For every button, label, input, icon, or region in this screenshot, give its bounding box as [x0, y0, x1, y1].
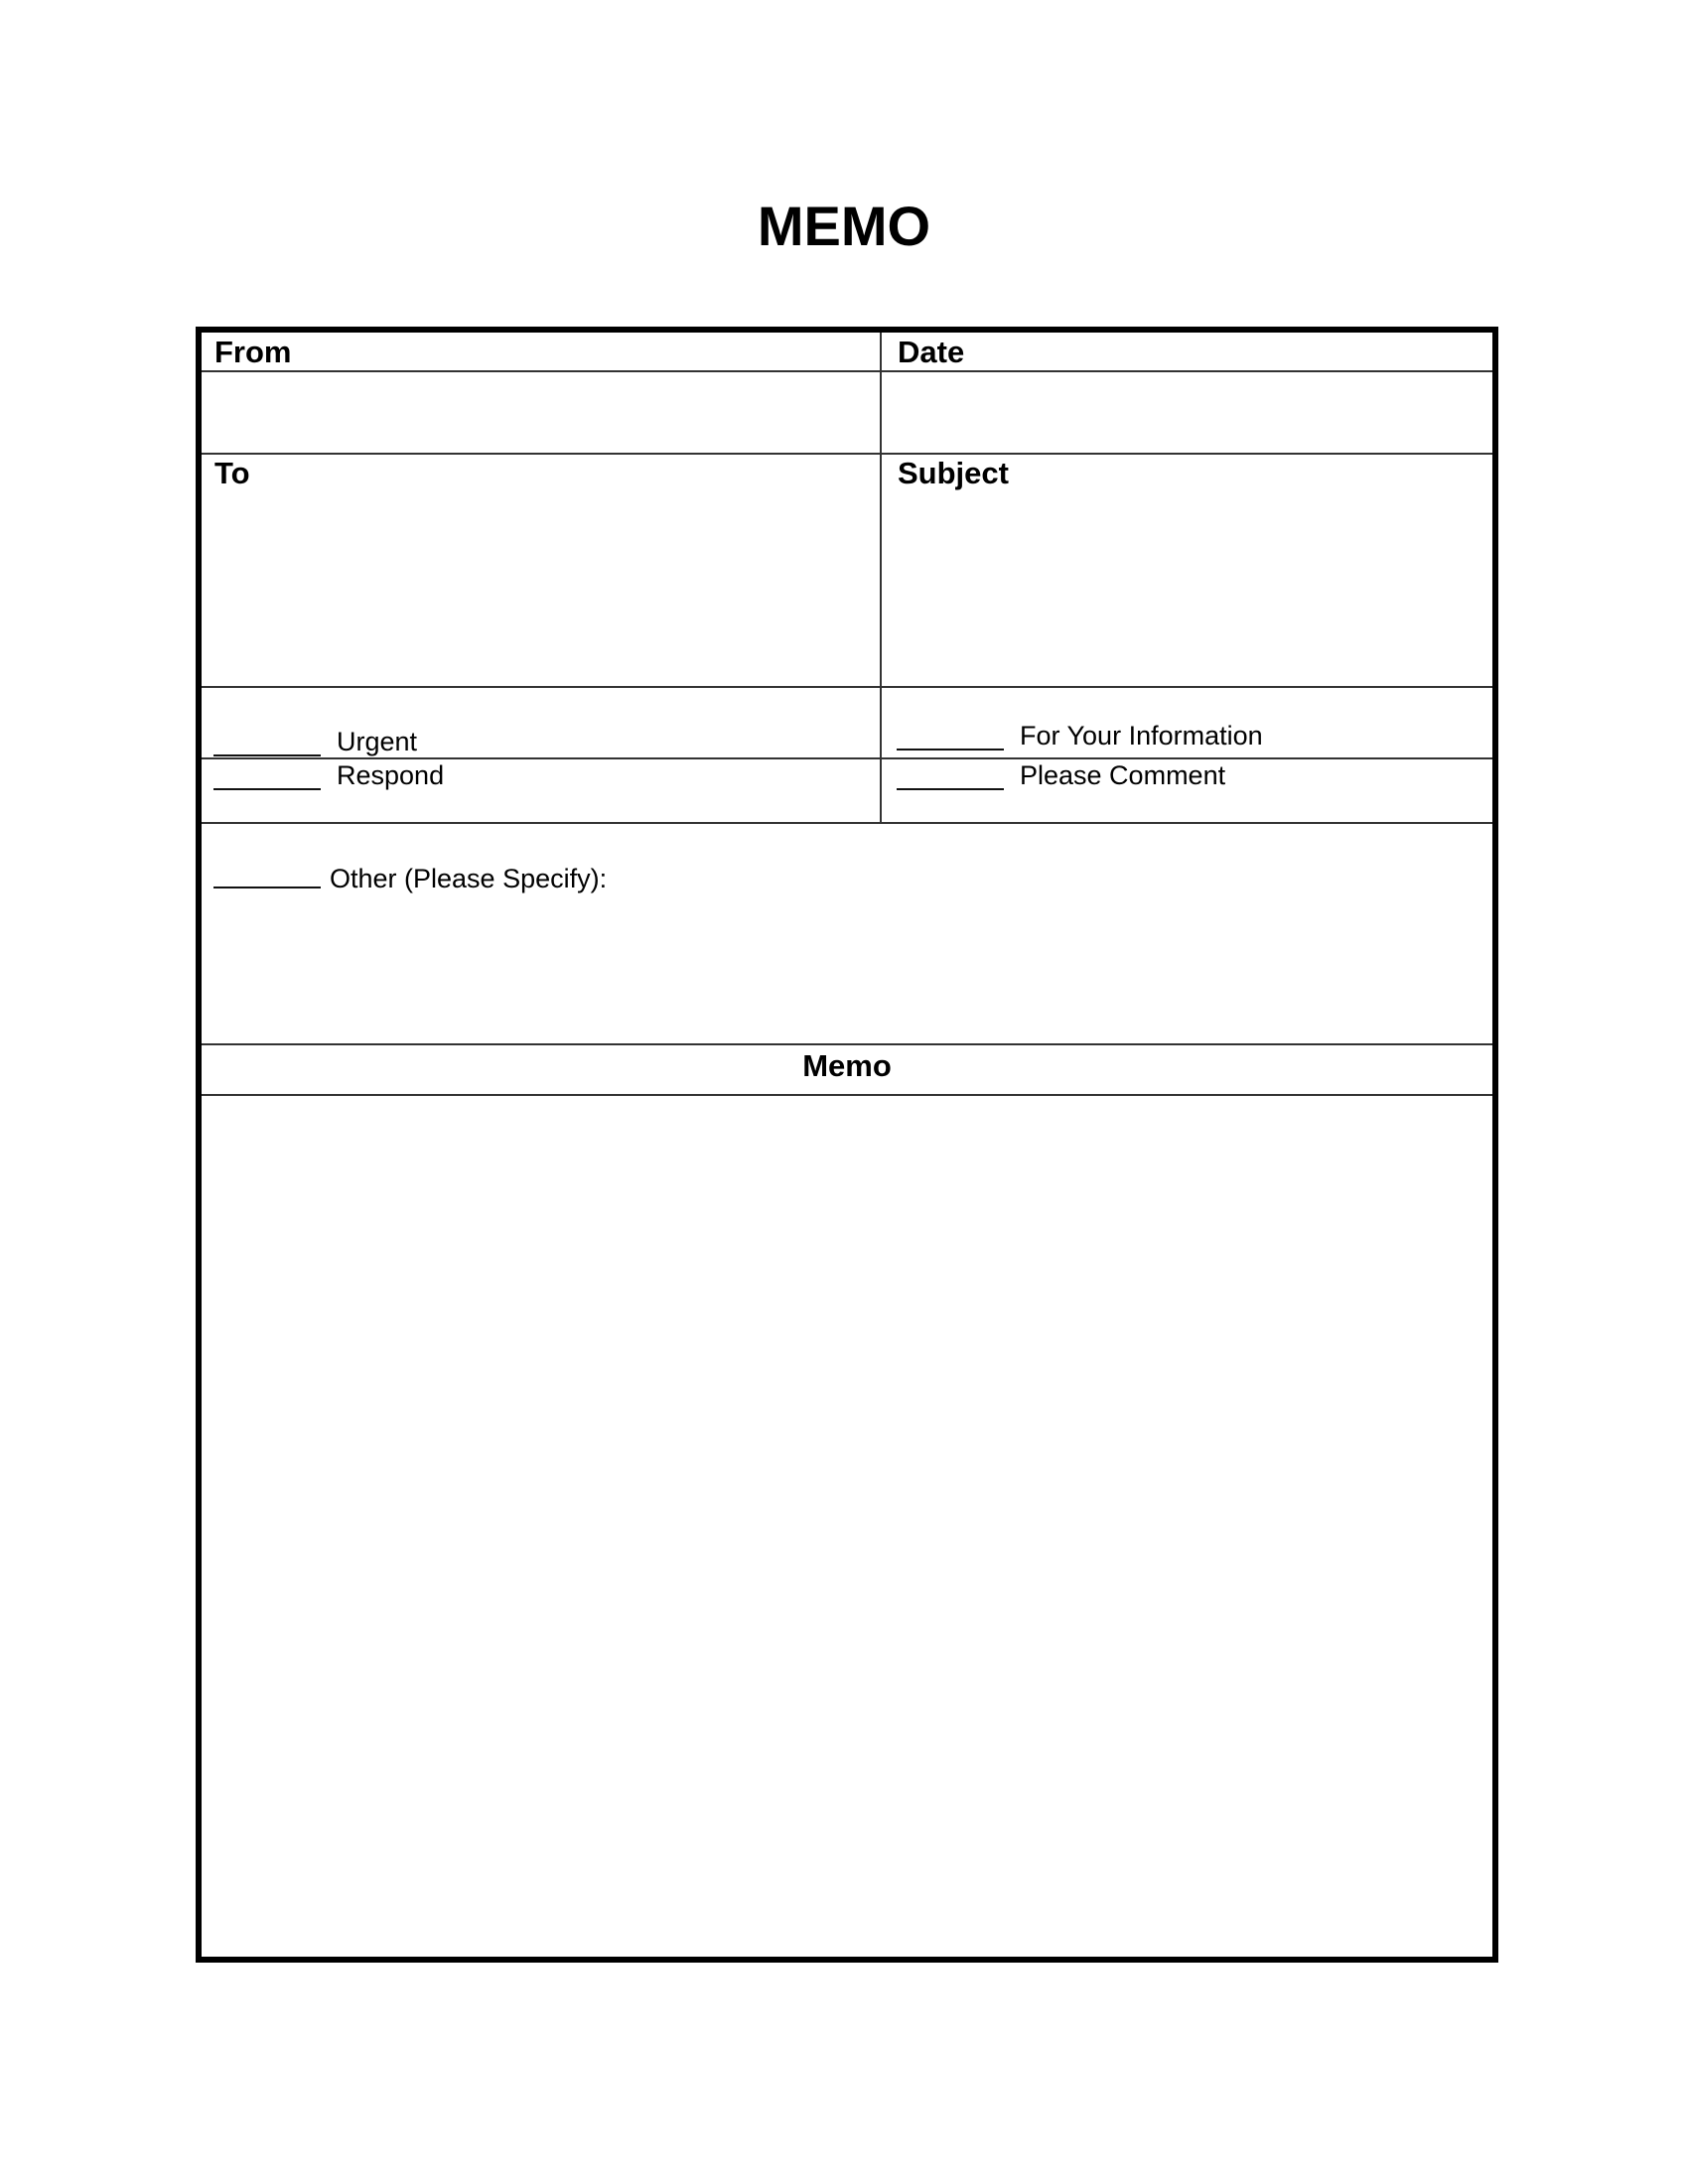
other-label: Other (Please Specify): — [330, 864, 608, 893]
subject-label: Subject — [898, 456, 1009, 490]
date-field[interactable] — [888, 377, 1489, 449]
memo-section-heading: Memo — [802, 1048, 892, 1083]
other-specify-field[interactable] — [209, 903, 1489, 1040]
subject-field[interactable] — [888, 494, 1489, 683]
rule-under-to-subject — [202, 686, 1492, 688]
rule-under-from-date-values — [202, 453, 1492, 455]
other-checkbox-blank[interactable] — [213, 887, 321, 888]
page-title: MEMO — [757, 195, 931, 257]
date-label: Date — [898, 335, 965, 369]
to-field[interactable] — [209, 494, 878, 683]
urgent-checkbox-blank[interactable] — [213, 754, 321, 756]
rule-under-from-date-labels — [202, 370, 1492, 372]
respond-checkbox-blank[interactable] — [213, 788, 321, 790]
rule-under-memo-heading — [202, 1094, 1492, 1096]
comment-checkbox-blank[interactable] — [897, 788, 1004, 790]
memo-body-field[interactable] — [209, 1102, 1489, 1955]
fyi-label: For Your Information — [1020, 721, 1263, 751]
fyi-checkbox-blank[interactable] — [897, 749, 1004, 751]
urgent-label: Urgent — [337, 727, 418, 756]
from-label: From — [214, 335, 292, 369]
column-divider — [880, 333, 882, 823]
from-field[interactable] — [209, 377, 878, 449]
to-label: To — [214, 456, 250, 490]
respond-label: Respond — [337, 760, 445, 790]
rule-above-memo-heading — [202, 1043, 1492, 1045]
comment-label: Please Comment — [1020, 760, 1226, 790]
rule-under-checkboxes — [202, 822, 1492, 824]
